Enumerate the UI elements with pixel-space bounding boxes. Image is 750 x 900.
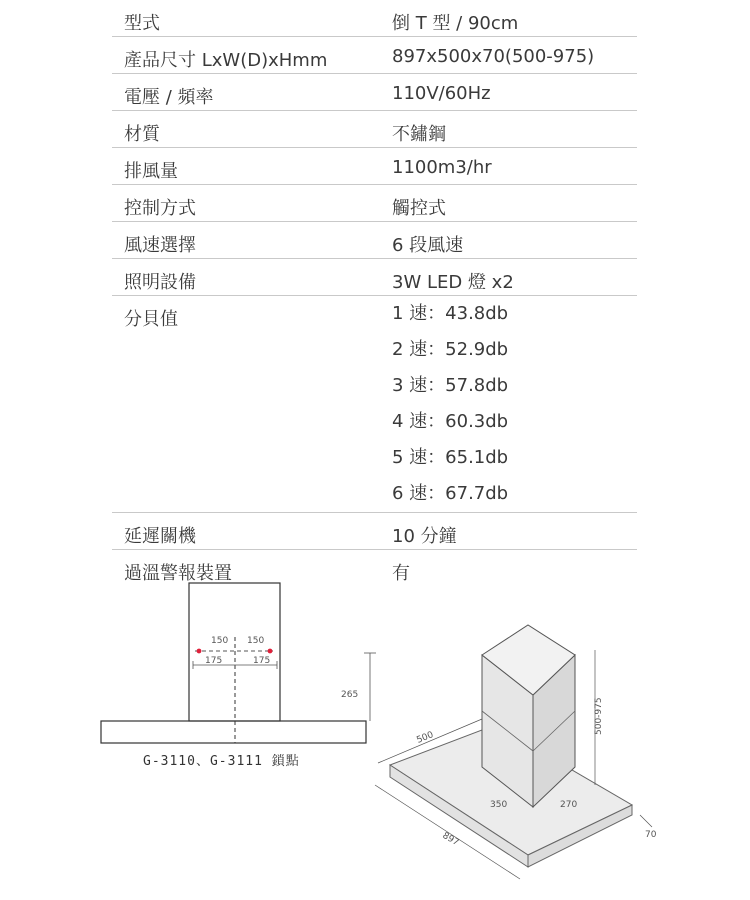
dim-height-range: 500-975 bbox=[594, 697, 604, 735]
dim-bottom-left: 175 bbox=[205, 656, 223, 666]
spec-row-decibel bbox=[112, 296, 637, 513]
spec-value: 6 段風速 bbox=[392, 235, 464, 256]
spec-key: 過溫警報裝置 bbox=[124, 563, 232, 584]
decibel-speed-2: 2 速：52.9db bbox=[392, 339, 509, 360]
spec-key: 分貝值 bbox=[124, 309, 178, 330]
spec-value: 1100m3/hr bbox=[392, 157, 492, 178]
spec-value: 10 分鐘 bbox=[392, 526, 457, 547]
spec-table bbox=[112, 0, 637, 586]
spec-key: 控制方式 bbox=[124, 198, 196, 219]
dim-width: 897 bbox=[440, 830, 461, 849]
spec-row bbox=[112, 37, 637, 74]
decibel-speed-5: 5 速：65.1db bbox=[392, 447, 509, 468]
spec-key: 產品尺寸 LxW(D)xHmm bbox=[124, 50, 328, 71]
lock-point-right bbox=[268, 649, 273, 654]
spec-key: 型式 bbox=[124, 13, 160, 34]
spec-row bbox=[112, 74, 637, 111]
spec-value: 897x500x70(500-975) bbox=[392, 46, 595, 67]
dim-height: 265 bbox=[341, 690, 359, 700]
spec-value: 不鏽鋼 bbox=[392, 124, 446, 145]
spec-value: 110V/60Hz bbox=[392, 83, 491, 104]
spec-key: 延遲關機 bbox=[124, 526, 196, 547]
spec-row bbox=[112, 0, 637, 37]
front-view-diagram bbox=[95, 575, 385, 780]
lock-point-caption: G-3110、G-3111 鎖點 bbox=[143, 754, 300, 769]
spec-row bbox=[112, 259, 637, 296]
isometric-diagram bbox=[370, 615, 670, 895]
decibel-speed-6: 6 速：67.7db bbox=[392, 483, 509, 504]
dim-chimney-width: 350 bbox=[490, 800, 508, 810]
dim-depth: 500 bbox=[415, 730, 436, 746]
spec-key: 材質 bbox=[124, 124, 160, 145]
spec-key: 照明設備 bbox=[124, 272, 196, 293]
dim-bottom-right: 175 bbox=[253, 656, 271, 666]
spec-key: 排風量 bbox=[124, 161, 178, 182]
spec-value: 3W LED 燈 x2 bbox=[392, 272, 514, 293]
dim-top-left: 150 bbox=[211, 636, 229, 646]
spec-row bbox=[112, 222, 637, 259]
dim-top-right: 150 bbox=[247, 636, 265, 646]
spec-value-list bbox=[392, 296, 508, 512]
spec-row bbox=[112, 148, 637, 185]
spec-value: 倒 T 型 / 90cm bbox=[392, 13, 519, 34]
decibel-speed-4: 4 速：60.3db bbox=[392, 411, 509, 432]
spec-row bbox=[112, 185, 637, 222]
spec-row bbox=[112, 111, 637, 148]
spec-row bbox=[112, 513, 637, 550]
spec-value: 觸控式 bbox=[392, 198, 446, 219]
hood-body-outline bbox=[101, 721, 366, 743]
spec-key: 風速選擇 bbox=[124, 235, 196, 256]
lock-point-left bbox=[197, 649, 202, 654]
decibel-speed-3: 3 速：57.8db bbox=[392, 375, 509, 396]
dim-thickness: 70 bbox=[645, 830, 657, 840]
decibel-speed-1: 1 速：43.8db bbox=[392, 303, 509, 324]
spec-value: 有 bbox=[392, 563, 410, 584]
thickness-dim-line bbox=[640, 815, 652, 827]
dim-chimney-depth: 270 bbox=[560, 800, 578, 810]
spec-key: 電壓 / 頻率 bbox=[124, 87, 214, 108]
